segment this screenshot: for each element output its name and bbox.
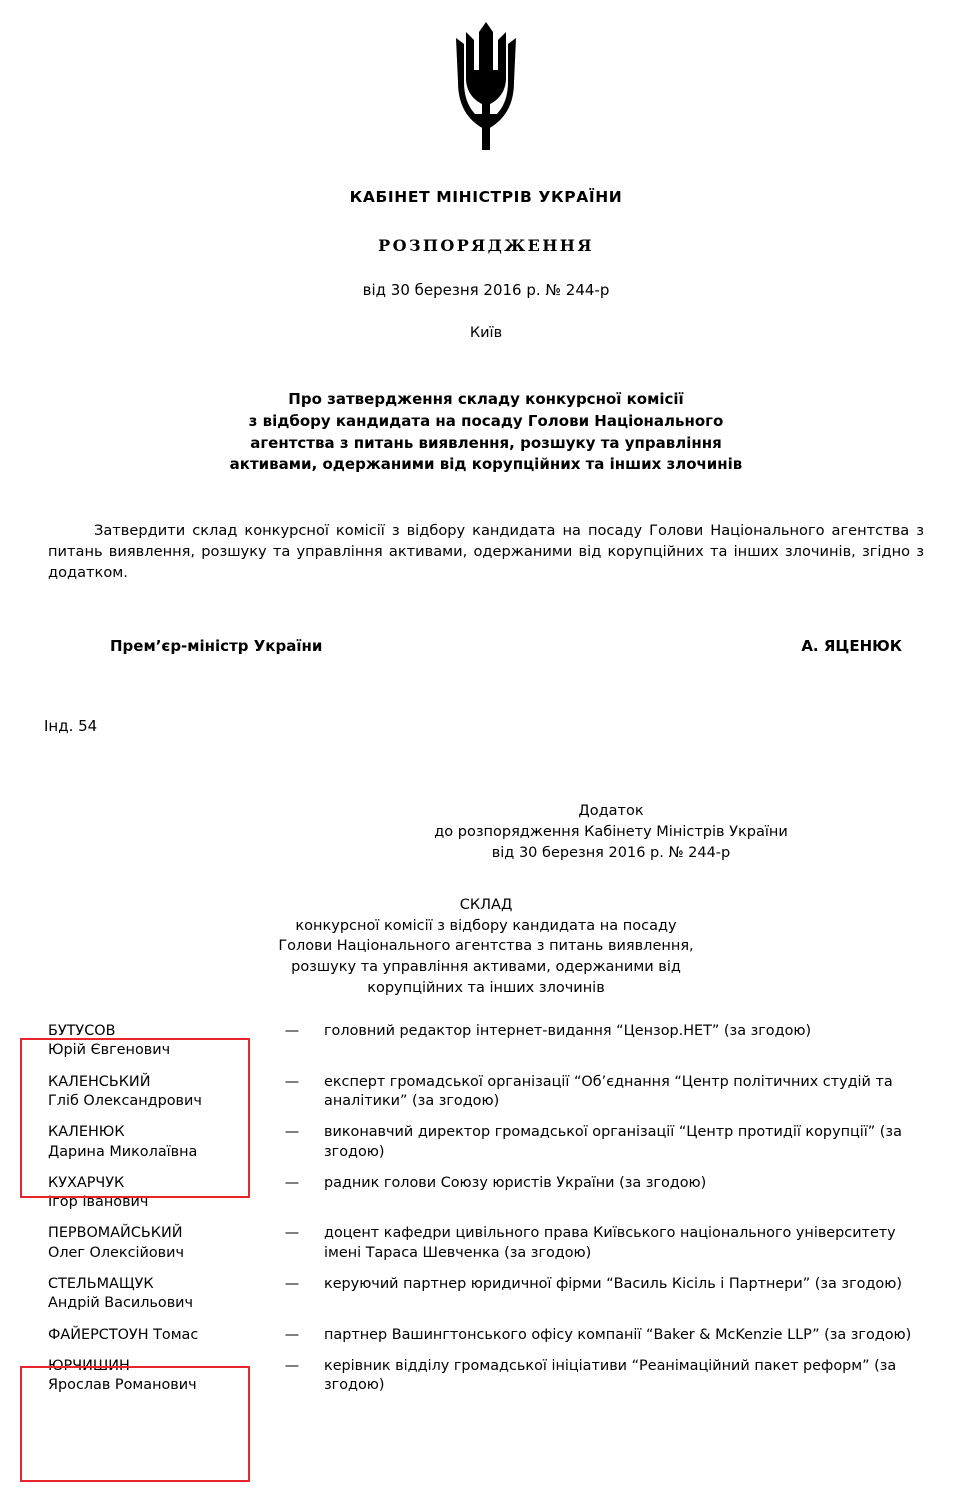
appendix-title-line-1: СКЛАД bbox=[459, 897, 513, 914]
member-dash: — bbox=[284, 1225, 300, 1242]
member-name-cell bbox=[48, 1123, 260, 1174]
appendix-title-line-4: розшуку та управління активами, одержаними від bbox=[291, 958, 681, 975]
ukraine-trident-emblem bbox=[432, 18, 540, 164]
appendix-line-2: до розпорядження Кабінету Міністрів України bbox=[434, 824, 788, 841]
member-surname: ПЕРВОМАЙСЬКИЙ bbox=[48, 1225, 183, 1242]
member-given-name: Андрій Васильович bbox=[48, 1295, 194, 1312]
member-name-cell bbox=[48, 1224, 260, 1275]
subject-line-4: активами, одержаними від корупційних та інших злочинів bbox=[229, 455, 743, 474]
table-row bbox=[48, 1022, 924, 1073]
table-row bbox=[48, 1123, 924, 1174]
signature-title: Прем’єр-міністр України bbox=[110, 637, 323, 656]
document-date: від 30 березня 2016 р. № 244-р bbox=[362, 281, 610, 299]
subject-line-2: з відбору кандидата на посаду Голови Національного bbox=[248, 411, 724, 430]
organization-title: КАБІНЕТ МІНІСТРІВ УКРАЇНИ bbox=[349, 188, 623, 206]
index-label: Інд. 54 bbox=[44, 717, 98, 736]
table-row bbox=[48, 1357, 924, 1408]
member-dash: — bbox=[284, 1357, 300, 1374]
table-row bbox=[48, 1275, 924, 1326]
member-role: радник голови Союзу юристів України (за згодою) bbox=[324, 1174, 707, 1191]
member-surname: БУТУСОВ bbox=[48, 1023, 116, 1040]
signature-block bbox=[48, 637, 924, 655]
appendix-title-line-2: конкурсної комісії з відбору кандидата на посаду bbox=[295, 917, 677, 934]
document-type: РОЗПОРЯДЖЕННЯ bbox=[378, 236, 594, 255]
table-row bbox=[48, 1174, 924, 1225]
document-city: Київ bbox=[469, 325, 503, 341]
appendix-line-3: від 30 березня 2016 р. № 244-р bbox=[491, 844, 731, 861]
body-paragraph bbox=[48, 520, 924, 583]
member-role: виконавчий директор громадської організації “Центр протидії корупції” (за згодою) bbox=[324, 1124, 902, 1160]
subject-line-3: агентства з питань виявлення, розшуку та управління bbox=[250, 433, 722, 452]
table-row bbox=[48, 1073, 924, 1124]
member-surname: КУХАРЧУК bbox=[48, 1174, 125, 1191]
member-role: експерт громадської організації “Об’єднання “Центр політичних студій та аналітики” (за згодою) bbox=[324, 1073, 893, 1109]
paragraph-text: Затвердити склад конкурсної комісії з відбору кандидата на посаду Голови Національного агентства з питань виявлення, розшуку та управління активами, одержаними від корупційних та інших злочинів, згідно з додатком. bbox=[48, 522, 924, 582]
member-dash: — bbox=[284, 1276, 300, 1293]
appendix-title bbox=[48, 895, 924, 998]
appendix-reference bbox=[48, 801, 924, 863]
subject-line-1: Про затвердження складу конкурсної комісії bbox=[288, 390, 684, 408]
document-subject bbox=[48, 389, 924, 476]
member-dash: — bbox=[284, 1023, 300, 1040]
member-surname: СТЕЛЬМАЩУК bbox=[48, 1276, 154, 1293]
member-dash: — bbox=[284, 1073, 300, 1090]
member-dash: — bbox=[284, 1174, 300, 1191]
appendix-line-1: Додаток bbox=[578, 803, 644, 820]
signature-name: А. ЯЦЕНЮК bbox=[801, 637, 902, 656]
member-name-cell bbox=[48, 1073, 260, 1124]
member-name-cell bbox=[48, 1357, 260, 1408]
member-surname: ЮРЧИШИН bbox=[48, 1357, 130, 1374]
table-row bbox=[48, 1326, 924, 1357]
member-name-cell bbox=[48, 1174, 260, 1225]
member-surname: ФАЙЕРСТОУН Томас bbox=[48, 1326, 199, 1343]
member-dash: — bbox=[284, 1124, 300, 1141]
member-name-cell bbox=[48, 1022, 260, 1073]
member-role: партнер Вашингтонського офісу компанії “Baker & McKenzie LLP” (за згодою) bbox=[324, 1326, 912, 1343]
member-role: головний редактор інтернет-видання “Цензор.НЕТ” (за згодою) bbox=[324, 1023, 812, 1040]
appendix-title-line-3: Голови Національного агентства з питань виявлення, bbox=[278, 938, 694, 955]
member-name-cell bbox=[48, 1275, 260, 1326]
member-given-name: Юрій Євгенович bbox=[48, 1042, 171, 1059]
member-role: доцент кафедри цивільного права Київського національного університету імені Тараса Шевченка (за згодою) bbox=[324, 1225, 896, 1261]
member-given-name: Олег Олексійович bbox=[48, 1244, 184, 1261]
member-role: керуючий партнер юридичної фірми “Василь Кісіль і Партнери” (за згодою) bbox=[324, 1276, 902, 1293]
member-given-name: Гліб Олександрович bbox=[48, 1092, 202, 1109]
member-given-name: Ярослав Романович bbox=[48, 1377, 197, 1394]
emblem-container bbox=[48, 0, 924, 164]
commission-members-table bbox=[48, 1022, 924, 1407]
member-given-name: Дарина Миколаївна bbox=[48, 1143, 198, 1160]
table-row bbox=[48, 1224, 924, 1275]
appendix-title-line-5: корупційних та інших злочинів bbox=[367, 979, 605, 996]
member-dash: — bbox=[284, 1326, 300, 1343]
member-name-cell bbox=[48, 1326, 260, 1357]
member-role: керівник відділу громадської ініціативи “Реанімаційний пакет реформ” (за згодою) bbox=[324, 1357, 897, 1394]
member-given-name: Ігор Іванович bbox=[48, 1194, 149, 1211]
member-surname: КАЛЕНЮК bbox=[48, 1124, 125, 1141]
member-surname: КАЛЕНСЬКИЙ bbox=[48, 1073, 151, 1090]
